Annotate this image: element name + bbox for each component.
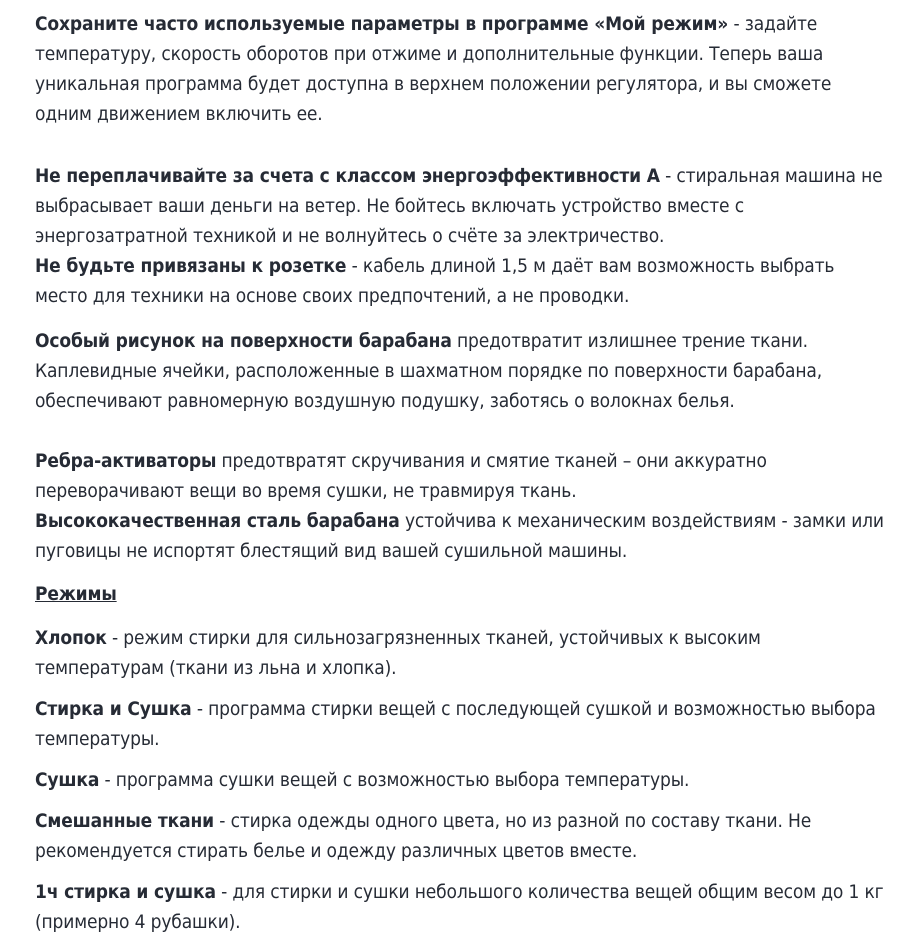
feature-block-my-mode xyxy=(35,9,884,129)
feature-lead: Особый рисунок на поверхности барабана xyxy=(35,330,452,352)
feature-body: предотвратят скручивания и смятие тканей – они аккуратно переворачивают вещи во время сушки, не травмируя ткань. xyxy=(35,450,767,502)
feature-block-energy xyxy=(35,161,884,311)
mode-item-cotton xyxy=(35,623,884,683)
mode-name: 1ч стирка и сушка xyxy=(35,881,216,903)
modes-heading: Режимы xyxy=(35,583,117,605)
feature-paragraph xyxy=(35,161,884,251)
mode-name: Смешанные ткани xyxy=(35,810,215,832)
feature-block-drum-pattern xyxy=(35,326,884,416)
feature-lead: Не переплачивайте за счета с классом энергоэффективности А xyxy=(35,165,660,187)
mode-item-dry xyxy=(35,765,884,795)
mode-item-1h-wash-dry xyxy=(35,877,884,937)
feature-lead: Сохраните часто используемые параметры в программе «Мой режим» xyxy=(35,13,729,35)
feature-body: - кабель длиной 1,5 м даёт вам возможность выбрать место для техники на основе своих предпочтений, а не проводки. xyxy=(35,255,835,307)
feature-lead: Ребра-активаторы xyxy=(35,450,217,472)
mode-description: - для стирки и сушки небольшого количества вещей общим весом до 1 кг (примерно 4 рубашки). xyxy=(35,881,884,933)
mode-description: - программа сушки вещей с возможностью выбора температуры. xyxy=(104,769,690,791)
mode-name: Сушка xyxy=(35,769,100,791)
feature-paragraph xyxy=(35,251,884,311)
feature-paragraph xyxy=(35,506,884,566)
mode-item-mixed-fabrics xyxy=(35,806,884,866)
feature-paragraph xyxy=(35,446,884,506)
feature-block-drum-build xyxy=(35,446,884,566)
mode-item-wash-and-dry xyxy=(35,694,884,754)
mode-name: Стирка и Сушка xyxy=(35,698,192,720)
feature-body: - задайте температуру, скорость оборотов при отжиме и дополнительные функции. Теперь ваша уникальная программа будет доступна в верхнем положении регулятора, и вы сможете одним движением включить ее. xyxy=(35,13,832,125)
feature-body: устойчива к механическим воздействиям - замки или пуговицы не испортят блестящий вид вашей сушильной машины. xyxy=(35,510,884,562)
feature-paragraph xyxy=(35,9,884,129)
feature-paragraph xyxy=(35,326,884,416)
feature-lead: Высококачественная сталь барабана xyxy=(35,510,400,532)
feature-body: - стиральная машина не выбрасывает ваши деньги на ветер. Не бойтесь включать устройство вместе с энергозатратной техникой и не волнуйтесь о счёте за электричество. xyxy=(35,165,883,247)
feature-lead: Не будьте привязаны к розетке xyxy=(35,255,347,277)
mode-description: - программа стирки вещей с последующей сушкой и возможностью выбора температуры. xyxy=(35,698,876,750)
modes-list xyxy=(35,623,884,937)
mode-description: - стирка одежды одного цвета, но из разной по составу ткани. Не рекомендуется стирать белье и одежду различных цветов вместе. xyxy=(35,810,812,862)
feature-body: предотвратит излишнее трение ткани. Каплевидные ячейки, расположенные в шахматном порядке по поверхности барабана, обеспечивают равномерную воздушную подушку, заботясь о волокнах белья. xyxy=(35,330,823,412)
mode-name: Хлопок xyxy=(35,627,107,649)
mode-description: - режим стирки для сильнозагрязненных тканей, устойчивых к высоким температурам (ткани из льна и хлопка). xyxy=(35,627,761,679)
